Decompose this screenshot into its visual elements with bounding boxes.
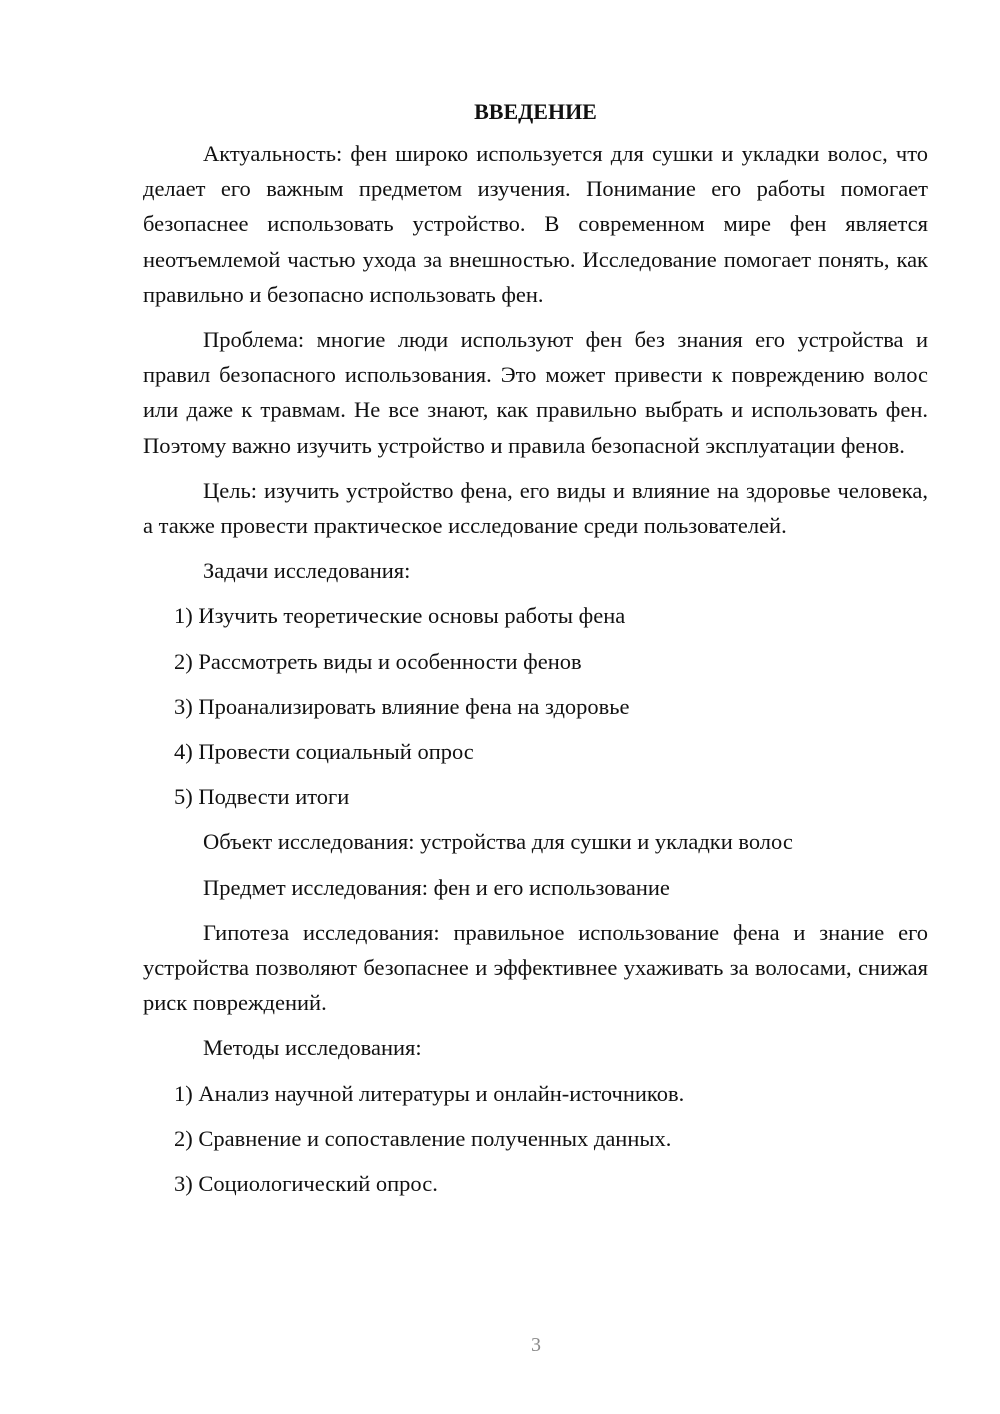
- subject-paragraph: Предмет исследования: фен и его использование: [203, 874, 670, 900]
- task-item: 1) Изучить теоретические основы работы фена: [174, 603, 626, 629]
- relevance-paragraph: Актуальность: фен широко используется для сушки и укладки волос, что делает его важным предметом изучения. Понимание его работы помогает безопаснее использовать устройство. В современном мире фен является неотъемлемой частью ухода за внешностью. Исследование помогает понять, как правильно и безопасно использовать фен.: [143, 141, 928, 307]
- task-item: 2) Рассмотреть виды и особенности фенов: [174, 648, 582, 674]
- page-number: 3: [531, 1334, 541, 1356]
- tasks-heading: Задачи исследования:: [203, 558, 411, 584]
- method-item: 2) Сравнение и сопоставление полученных данных.: [174, 1125, 672, 1151]
- page-title: ВВЕДЕНИЕ: [474, 99, 597, 124]
- task-item: 5) Подвести итоги: [174, 784, 350, 810]
- problem-paragraph: Проблема: многие люди используют фен без знания его устройства и правил безопасного использования. Это может привести к повреждению волос или даже к травмам. Не все знают, как правильно выбрать и использовать фен. Поэтому важно изучить устройство и правила безопасной эксплуатации фенов.: [143, 327, 928, 458]
- task-item: 3) Проанализировать влияние фена на здоровье: [174, 693, 630, 719]
- page-content: [143, 88, 928, 1211]
- hypothesis-paragraph: Гипотеза исследования: правильное использование фена и знание его устройства позволяют безопаснее и эффективнее ухаживать за волосами, снижая риск повреждений.: [143, 919, 928, 1016]
- task-item: 4) Провести социальный опрос: [174, 739, 474, 765]
- object-paragraph: Объект исследования: устройства для сушки и укладки волос: [203, 829, 793, 855]
- method-item: 1) Анализ научной литературы и онлайн-источников.: [174, 1080, 685, 1106]
- methods-heading: Методы исследования:: [203, 1035, 422, 1061]
- method-item: 3) Социологический опрос.: [174, 1171, 438, 1197]
- goal-paragraph: Цель: изучить устройство фена, его виды и влияние на здоровье человека, а также провести практическое исследование среди пользователей.: [143, 477, 928, 539]
